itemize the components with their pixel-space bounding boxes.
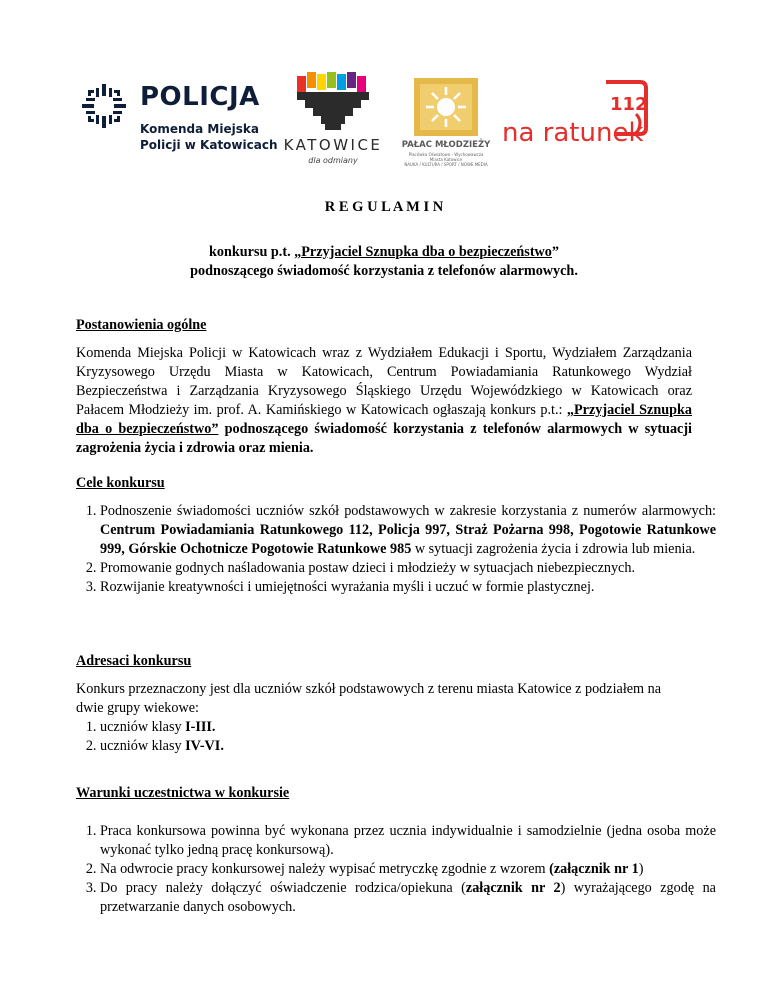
section-heading-goals: Cele konkursu xyxy=(76,475,165,491)
katowice-tagline: dla odmiany xyxy=(308,156,358,165)
condition-item-1: 1. Praca konkursowa powinna być wykonana przez ucznia indywidualnie i samodzielnie (jedna osoba może wykonać tylko jedną pracę konkursową). xyxy=(100,822,716,860)
na-ratunek-text: na ratunek xyxy=(502,118,644,148)
palac-line1: Placówka Oświatowo - Wychowawcza xyxy=(408,152,484,157)
condition-3-attachment: załącznik nr 2 xyxy=(465,880,561,896)
goal-1-text-a: Podnoszenie świadomości uczniów szkół podstawowych w zakresie korzystania z numerów alarmowych: xyxy=(100,503,716,519)
na-ratunek-112-logo xyxy=(498,76,648,166)
number-112: 112 xyxy=(610,94,648,115)
section-general-text xyxy=(76,344,692,458)
policja-line1: Komenda Miejska xyxy=(140,122,259,136)
addressee-item-2 xyxy=(100,737,716,756)
goal-item-2: 2. Promowanie godnych naśladowania postaw dzieci i młodzieży w sytuacjach niebezpiecznych. xyxy=(100,559,716,578)
addressee-2-text: uczniów klasy xyxy=(100,738,186,754)
goal-item-1 xyxy=(100,502,716,559)
subtitle-quote: ” xyxy=(551,244,559,260)
policja-name: POLICJA xyxy=(140,82,260,112)
addressees-intro: Konkurs przeznaczony jest dla uczniów szkół podstawowych z terenu miasta Katowice z podziałem na dwie grupy wiekowe: xyxy=(76,681,662,716)
general-text-b: podnoszącego świadomość korzystania z telefonów alarmowych w sytuacji zagrożenia życia i zdrowia oraz mienia. xyxy=(76,421,692,456)
palac-line3: NAUKA / KULTURA / SPORT / NOWE MEDIA xyxy=(404,162,488,167)
condition-3-text-b: ) wyrażającego zgodę na przetwarzanie danych osobowych. xyxy=(100,880,716,915)
section-heading-general: Postanowienia ogólne xyxy=(76,317,207,333)
logo-bar xyxy=(78,70,698,180)
policja-line2: Policji w Katowicach xyxy=(140,138,278,152)
condition-2-text-a: Na odwrocie pracy konkursowej należy wypisać metryczkę zgodnie z wzorem xyxy=(100,861,550,877)
doc-subtitle-line2: podnoszącego świadomość korzystania z telefonów alarmowych. xyxy=(190,263,578,279)
general-text-a: Komenda Miejska Policji w Katowicach wraz z Wydziałem Edukacji i Sportu, Wydziałem Zarządzania Kryzysowego Urzędu Miasta w Katowicach, Centrum Powiadamiania Ratunkowego Wydział Bezpieczeństwa i Zarządzania Kryzysowego Śląskiego Urzędu Wojewódzkiego w Katowicach oraz Pałacem Młodzieży im. prof. A. Kamińskiego w Katowicach ogłaszają konkurs p.t.: xyxy=(76,345,692,418)
goals-list xyxy=(76,502,716,597)
palac-sun-icon xyxy=(398,76,494,138)
addressee-item-1 xyxy=(100,718,716,737)
policja-logo xyxy=(78,78,278,158)
katowice-logo xyxy=(283,70,383,175)
condition-item-2 xyxy=(100,860,716,879)
condition-item-3 xyxy=(100,879,716,917)
condition-3-text-a: Do pracy należy dołączyć oświadczenie rodzica/opiekuna ( xyxy=(100,880,466,896)
palac-line2: Miasta Katowice xyxy=(429,157,463,162)
subtitle-prefix: konkursu p.t. xyxy=(209,244,295,260)
palac-logo xyxy=(398,76,494,176)
palac-name: PAŁAC MŁODZIEŻY xyxy=(401,140,491,150)
goal-item-3: 3. Rozwijanie kreatywności i umiejętności wyrażania myśli i uczuć w formie plastycznej. xyxy=(100,578,716,597)
addressees-list xyxy=(76,718,716,756)
general-contest-name: „Przyjaciel Sznupka dba o bezpieczeństwo” xyxy=(76,402,692,437)
condition-2-text-b: ) xyxy=(638,861,644,877)
section-heading-conditions: Warunki uczestnictwa w konkursie xyxy=(76,785,290,801)
section-heading-addressees: Adresaci konkursu xyxy=(76,653,192,669)
doc-title: R E G U L A M I N xyxy=(324,199,444,215)
katowice-name: KATOWICE xyxy=(283,136,383,154)
condition-2-attachment: (załącznik nr 1 xyxy=(549,861,639,877)
doc-subtitle xyxy=(76,244,692,261)
conditions-list xyxy=(76,822,716,917)
katowice-emblem-icon xyxy=(283,70,383,134)
police-star-icon xyxy=(80,82,128,130)
addressee-2-grades: IV-VI. xyxy=(185,738,224,754)
goal-1-numbers: Centrum Powiadamiania Ratunkowego 112, Policja 997, Straż Pożarna 998, Pogotowie Ratunkowe 999, Górskie Ochotnicze Pogotowie Ratunkowe 985 xyxy=(100,522,716,557)
addressee-1-grades: I-III. xyxy=(185,719,216,735)
goal-1-text-b: w sytuacji zagrożenia życia i zdrowia lub mienia. xyxy=(411,541,696,557)
addressee-1-text: uczniów klasy xyxy=(100,719,186,735)
subtitle-name: „Przyjaciel Sznupka dba o bezpieczeństwo xyxy=(294,244,552,260)
